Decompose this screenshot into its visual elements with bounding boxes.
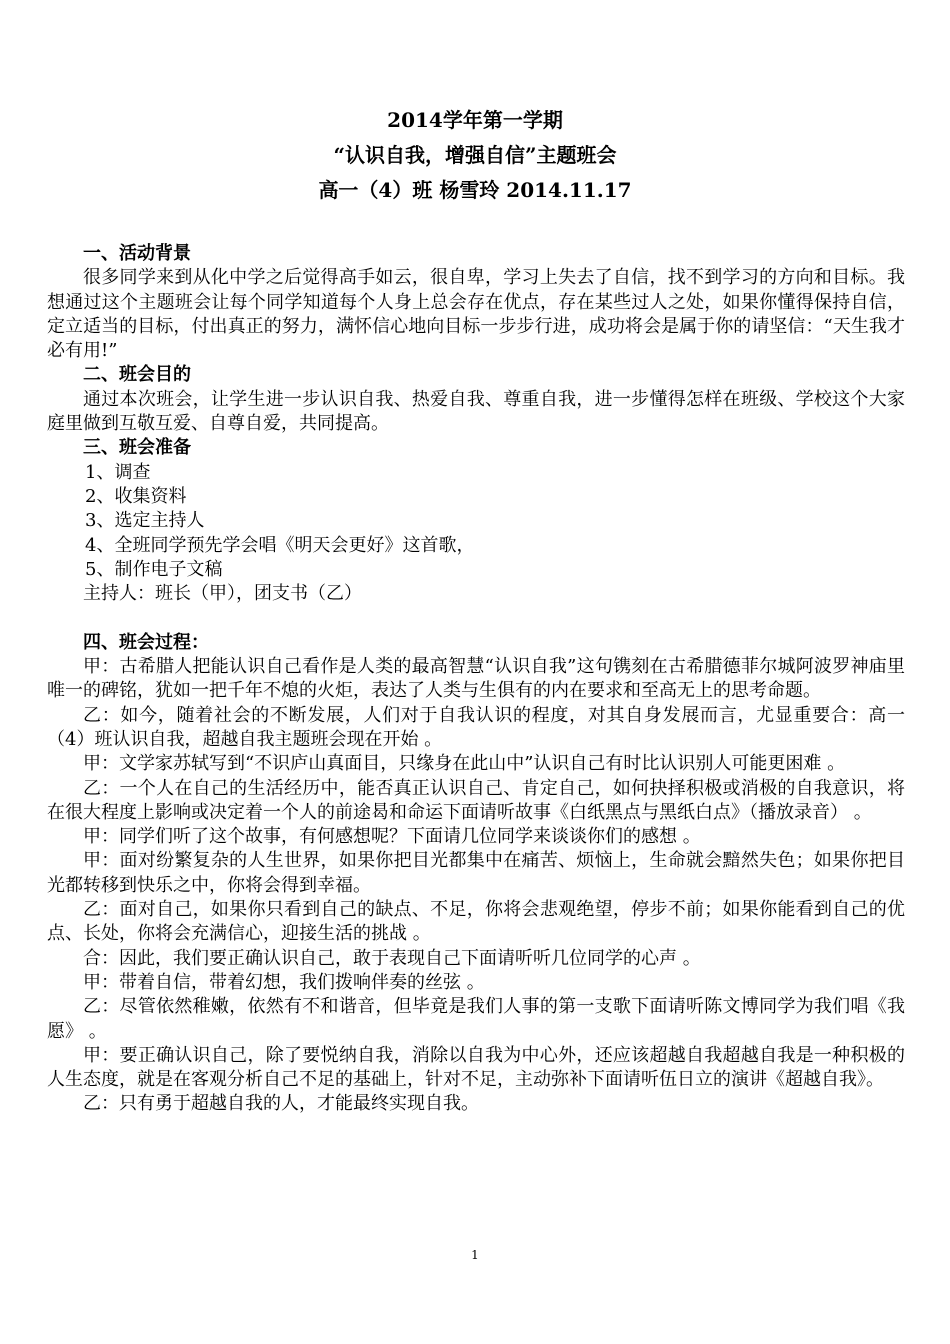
dialogue-paragraph: 乙：只有勇于超越自我的人，才能最终实现自我。 xyxy=(83,1093,479,1115)
section-heading-process: 四、班会过程： xyxy=(83,631,209,653)
section-heading-purpose: 二、班会目的 xyxy=(83,364,191,386)
dialogue-paragraph: 甲：带着自信，带着幻想，我们拨响伴奏的丝弦 。 xyxy=(83,971,485,993)
dialogue-paragraph: 甲：要正确认识自己，除了要悦纳自我，消除以自我为中心外，还应该超越自我超越自我是一种积极的人生态度，就是在客观分析自己不足的基础上，针对不足，主动弥补下面请听伍日立的演讲《超越自我》。 xyxy=(47,1044,905,1091)
dialogue-paragraph: 合：因此，我们要正确认识自己，敢于表现自己下面请听听几位同学的心声 。 xyxy=(83,947,701,969)
list-item: 4、全班同学预先学会唱《明天会更好》这首歌， xyxy=(85,534,475,556)
section-paragraph-background: 很多同学来到从化中学之后觉得高手如云，很自卑，学习上失去了自信，找不到学习的方向和目标。我想通过这个主题班会让每个同学知道每个人身上总会存在优点，存在某些过人之处，如果你懂得保持自信，定立适当的目标，付出真正的努力，满怀信心地向目标一步步行进，成功将会是属于你的请坚信：“天生我才必有用!” xyxy=(47,267,905,362)
list-item: 5、制作电子文稿 xyxy=(85,558,223,580)
dialogue-paragraph: 乙：如今，随着社会的不断发展，人们对于自我认识的程度，对其自身发展而言，尤显重要合：高一（4）班认识自我，超越自我主题班会现在开始 。 xyxy=(47,704,905,750)
list-item: 3、选定主持人 xyxy=(85,510,205,532)
section-paragraph-purpose: 通过本次班会，让学生进一步认识自我、热爱自我、尊重自我，进一步懂得怎样在班级、学校这个大家庭里做到互敬互爱、自尊自爱，共同提高。 xyxy=(47,388,905,435)
document-title-block xyxy=(0,103,950,208)
dialogue-paragraph: 乙：一个人在自己的生活经历中，能否真正认识自己、肯定自己，如何抉择积极或消极的自我意识，将在很大程度上影响或决定着一个人的前途曷和命运下面请听故事《白纸黑点与黑纸白点》（播放录音） 。 xyxy=(47,777,905,823)
dialogue-paragraph: 甲：文学家苏轼写到“不识庐山真面目，只缘身在此山中”认识自己有时比认识别人可能更困难 。 xyxy=(83,753,846,775)
section-heading-background: 一、活动背景 xyxy=(83,243,191,264)
dialogue-paragraph: 乙：尽管依然稚嫩，依然有不和谐音，但毕竟是我们人事的第一支歌下面请听陈文博同学为我们唱《我愿》 。 xyxy=(47,996,905,1042)
document-body xyxy=(47,242,905,1117)
title-class-author-date: 高一（4）班 杨雪玲 2014.11.17 xyxy=(318,178,632,202)
blank-line xyxy=(47,606,905,630)
section-heading-preparation: 三、班会准备 xyxy=(83,437,191,459)
host-line: 主持人：班长（甲），团支书（乙） xyxy=(83,583,362,605)
title-theme: “认识自我，增强自信”主题班会 xyxy=(333,143,617,167)
dialogue-paragraph: 乙：面对自己，如果你只看到自己的缺点、不足，你将会悲观绝望，停步不前；如果你能看到自己的优点、长处，你将会充满信心，迎接生活的挑战 。 xyxy=(47,899,905,945)
dialogue-paragraph: 甲：同学们听了这个故事，有何感想呢？下面请几位同学来谈谈你们的感想 。 xyxy=(83,826,701,848)
title-semester: 2014学年第一学期 xyxy=(387,108,563,132)
list-item: 1、调查 xyxy=(85,461,151,483)
list-item: 2、收集资料 xyxy=(85,485,187,507)
dialogue-paragraph: 甲：古希腊人把能认识自己看作是人类的最高智慧“认识自我”这句镌刻在古希腊德菲尔城阿波罗神庙里唯一的碑铭，犹如一把千年不熄的火炬，表达了人类与生俱有的内在要求和至高无上的思考命题。 xyxy=(47,656,905,702)
page-number: 1 xyxy=(471,1248,479,1262)
dialogue-paragraph: 甲：面对纷繁复杂的人生世界，如果你把目光都集中在痛苦、烦恼上，生命就会黯然失色；如果你把目光都转移到快乐之中，你将会得到幸福。 xyxy=(47,850,905,896)
